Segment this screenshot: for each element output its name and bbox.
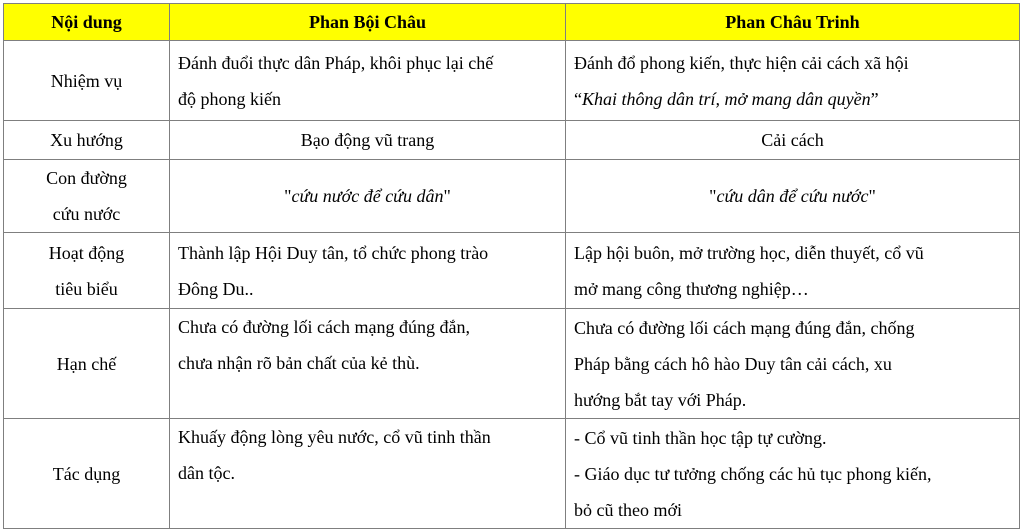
cell-text-line: Khuấy động lòng yêu nước, cổ vũ tinh thần: [178, 427, 491, 447]
cell-text-line: - Giáo dục tư tưởng chống các hủ tục phong kiến,: [574, 463, 932, 484]
comparison-table: [3, 3, 1020, 529]
cell-text-line: mở mang công thương nghiệp…: [574, 278, 809, 299]
row-label-hoat-dong: [4, 233, 170, 309]
row-label-text: Hoạt động: [48, 242, 125, 263]
cell-text-line: Đánh đổ phong kiến, thực hiện cải cách xã hội: [574, 52, 909, 73]
cell-text-line: - Cổ vũ tinh thần học tập tự cường.: [574, 427, 827, 448]
quote-open: “: [574, 88, 582, 109]
table-row: [4, 160, 1020, 233]
header-noi-dung: Nội dung: [4, 4, 170, 41]
quote-text: cứu nước để cứu dân: [291, 186, 444, 206]
row-label-text: Tác dụng: [52, 463, 121, 484]
cell-pbc-con-duong: [170, 160, 566, 233]
table-row: [4, 233, 1020, 309]
cell-pct-nhiem-vu: [566, 41, 1020, 121]
quote-close: ": [443, 186, 451, 206]
row-label-con-duong: [4, 160, 170, 233]
cell-text-line: Đánh đuổi thực dân Pháp, khôi phục lại chế: [178, 52, 494, 73]
row-label-text: Con đường: [46, 168, 127, 188]
cell-pct-con-duong: [566, 160, 1020, 233]
table-row: [4, 309, 1020, 419]
cell-quote-line: [574, 81, 1011, 117]
cell-pct-han-che: [566, 309, 1020, 419]
cell-text-line: bỏ cũ theo mới: [574, 499, 682, 520]
table-row: [4, 41, 1020, 121]
cell-pct-xu-huong: Cải cách: [566, 121, 1020, 160]
quote-open: ": [709, 186, 717, 206]
cell-text-line: Chưa có đường lối cách mạng đúng đắn,: [178, 317, 470, 337]
cell-pct-tac-dung: [566, 419, 1020, 529]
cell-pbc-hoat-dong: [170, 233, 566, 309]
table-row: [4, 121, 1020, 160]
row-label-text: tiêu biểu: [55, 278, 118, 299]
quote-text: cứu dân để cứu nước: [716, 186, 869, 206]
quote-text: Khai thông dân trí, mở mang dân quyền: [582, 88, 871, 109]
row-label-text: Hạn chế: [56, 353, 117, 374]
quote-close: ”: [870, 88, 879, 109]
cell-pbc-tac-dung: [170, 419, 566, 529]
cell-text-line: chưa nhận rõ bản chất của kẻ thù.: [178, 353, 420, 373]
header-row: [4, 4, 1020, 41]
header-phan-chau-trinh: Phan Châu Trinh: [566, 4, 1020, 41]
quote-open: ": [284, 186, 292, 206]
cell-pbc-nhiem-vu: [170, 41, 566, 121]
cell-text-line: Pháp bằng cách hô hào Duy tân cải cách, xu: [574, 353, 892, 374]
cell-text-line: dân tộc.: [178, 463, 235, 483]
row-label-text: Xu hướng: [50, 130, 123, 150]
cell-text-line: hướng bắt tay với Pháp.: [574, 389, 747, 410]
row-label-tac-dung: [4, 419, 170, 529]
table-row: [4, 419, 1020, 529]
row-label-nhiem-vu: [4, 41, 170, 121]
row-label-text: cứu nước: [52, 204, 121, 224]
cell-pbc-han-che: [170, 309, 566, 419]
row-label-text: Nhiệm vụ: [50, 70, 123, 91]
header-phan-boi-chau: Phan Bội Châu: [170, 4, 566, 41]
cell-pct-hoat-dong: [566, 233, 1020, 309]
cell-text-line: Lập hội buôn, mở trường học, diễn thuyết, cổ vũ: [574, 242, 924, 263]
row-label-xu-huong: [4, 121, 170, 160]
cell-pbc-xu-huong: Bạo động vũ trang: [170, 121, 566, 160]
cell-text-line: Đông Du..: [178, 278, 254, 299]
cell-text-line: Thành lập Hội Duy tân, tổ chức phong trào: [178, 242, 489, 263]
cell-text-line: độ phong kiến: [178, 88, 281, 109]
quote-close: ": [868, 186, 876, 206]
row-label-han-che: [4, 309, 170, 419]
cell-text-line: Chưa có đường lối cách mạng đúng đắn, chống: [574, 317, 915, 338]
